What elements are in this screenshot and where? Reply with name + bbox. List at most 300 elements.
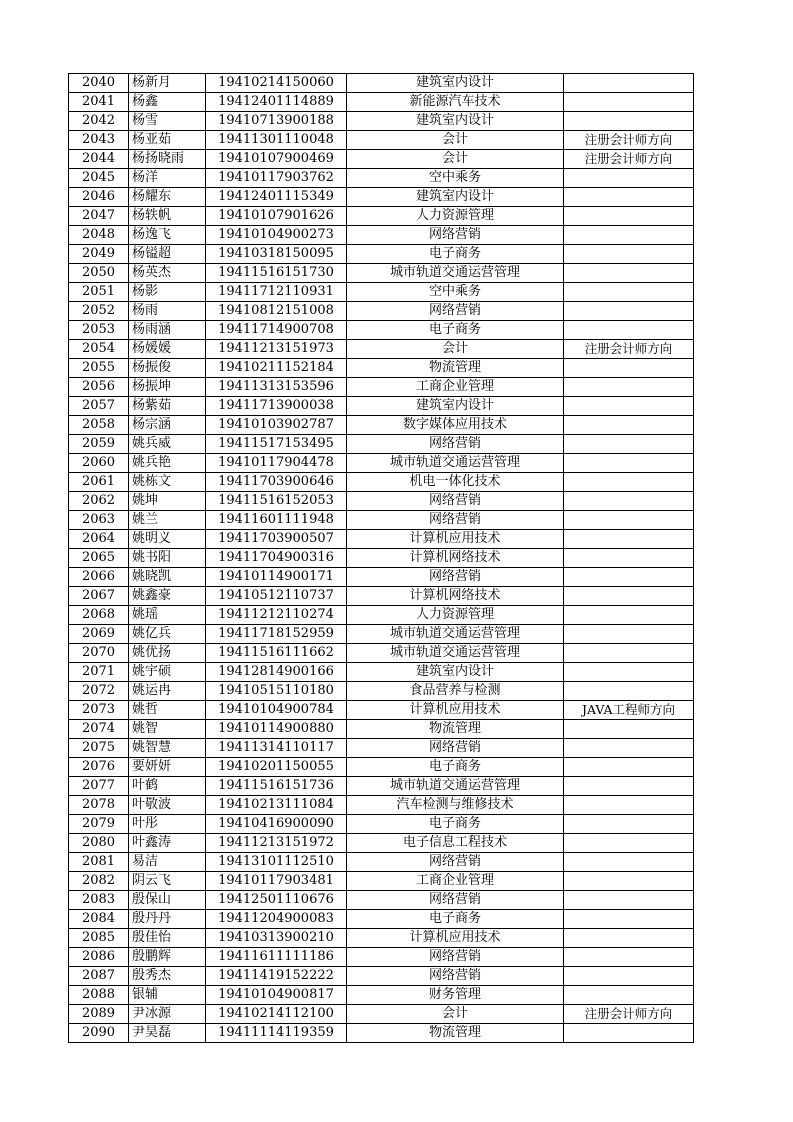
major-cell: 电子信息工程技术 xyxy=(347,834,564,853)
student-id-cell: 19410104900817 xyxy=(206,986,347,1005)
table-row xyxy=(69,891,694,910)
student-id-cell: 19412501110676 xyxy=(206,891,347,910)
student-id-cell: 19411212110274 xyxy=(206,606,347,625)
major-cell: 机电一体化技术 xyxy=(347,473,564,492)
student-id-cell: 19410114900171 xyxy=(206,568,347,587)
student-name-cell: 殷丹丹 xyxy=(129,910,206,929)
table-row xyxy=(69,131,694,150)
student-name-cell: 银辅 xyxy=(129,986,206,1005)
student-name-cell: 殷秀杰 xyxy=(129,967,206,986)
student-id-cell: 19410104900784 xyxy=(206,701,347,720)
student-table-body xyxy=(69,74,694,1043)
student-id-cell: 19410213111084 xyxy=(206,796,347,815)
major-cell: 建筑室内设计 xyxy=(347,397,564,416)
major-cell: 城市轨道交通运营管理 xyxy=(347,454,564,473)
row-number-cell: 2068 xyxy=(69,606,129,625)
table-row xyxy=(69,967,694,986)
student-id-cell: 19411718152959 xyxy=(206,625,347,644)
student-name-cell: 杨英杰 xyxy=(129,264,206,283)
student-name-cell: 阴云飞 xyxy=(129,872,206,891)
student-name-cell: 杨振坤 xyxy=(129,378,206,397)
table-row xyxy=(69,378,694,397)
row-number-cell: 2050 xyxy=(69,264,129,283)
student-id-cell: 19413101112510 xyxy=(206,853,347,872)
major-cell: 计算机应用技术 xyxy=(347,701,564,720)
student-name-cell: 杨新月 xyxy=(129,74,206,93)
student-id-cell: 19411714900708 xyxy=(206,321,347,340)
major-cell: 电子商务 xyxy=(347,321,564,340)
student-id-cell: 19410104900273 xyxy=(206,226,347,245)
major-cell: 城市轨道交通运营管理 xyxy=(347,777,564,796)
student-id-cell: 19411703900507 xyxy=(206,530,347,549)
major-cell: 网络营销 xyxy=(347,302,564,321)
row-number-cell: 2089 xyxy=(69,1005,129,1024)
table-row xyxy=(69,283,694,302)
table-row xyxy=(69,188,694,207)
major-cell: 计算机网络技术 xyxy=(347,587,564,606)
row-number-cell: 2080 xyxy=(69,834,129,853)
major-cell: 会计 xyxy=(347,340,564,359)
direction-cell xyxy=(564,416,694,435)
student-name-cell: 姚兵艳 xyxy=(129,454,206,473)
student-name-cell: 杨宗涵 xyxy=(129,416,206,435)
table-row xyxy=(69,416,694,435)
table-row xyxy=(69,1005,694,1024)
student-name-cell: 叶敬波 xyxy=(129,796,206,815)
direction-cell xyxy=(564,492,694,511)
row-number-cell: 2090 xyxy=(69,1024,129,1043)
direction-cell xyxy=(564,264,694,283)
student-name-cell: 殷鹏辉 xyxy=(129,948,206,967)
student-name-cell: 杨紫茹 xyxy=(129,397,206,416)
direction-cell xyxy=(564,435,694,454)
direction-cell xyxy=(564,549,694,568)
major-cell: 会计 xyxy=(347,131,564,150)
student-id-cell: 19412401114889 xyxy=(206,93,347,112)
major-cell: 网络营销 xyxy=(347,853,564,872)
row-number-cell: 2059 xyxy=(69,435,129,454)
table-row xyxy=(69,682,694,701)
direction-cell xyxy=(564,378,694,397)
table-row xyxy=(69,397,694,416)
major-cell: 网络营销 xyxy=(347,967,564,986)
student-id-cell: 19410117903481 xyxy=(206,872,347,891)
major-cell: 汽车检测与维修技术 xyxy=(347,796,564,815)
direction-cell xyxy=(564,302,694,321)
table-row xyxy=(69,112,694,131)
major-cell: 会计 xyxy=(347,1005,564,1024)
table-row xyxy=(69,473,694,492)
student-name-cell: 叶鑫涛 xyxy=(129,834,206,853)
table-row xyxy=(69,644,694,663)
row-number-cell: 2065 xyxy=(69,549,129,568)
student-name-cell: 杨影 xyxy=(129,283,206,302)
row-number-cell: 2072 xyxy=(69,682,129,701)
student-id-cell: 19410117903762 xyxy=(206,169,347,188)
student-id-cell: 19410318150095 xyxy=(206,245,347,264)
student-id-cell: 19410114900880 xyxy=(206,720,347,739)
student-id-cell: 19411601111948 xyxy=(206,511,347,530)
table-row xyxy=(69,264,694,283)
student-name-cell: 尹冰源 xyxy=(129,1005,206,1024)
table-row xyxy=(69,150,694,169)
major-cell: 物流管理 xyxy=(347,359,564,378)
direction-cell xyxy=(564,530,694,549)
table-row xyxy=(69,245,694,264)
student-id-cell: 19411314110117 xyxy=(206,739,347,758)
student-name-cell: 叶鹤 xyxy=(129,777,206,796)
direction-cell xyxy=(564,929,694,948)
major-cell: 人力资源管理 xyxy=(347,606,564,625)
major-cell: 建筑室内设计 xyxy=(347,112,564,131)
direction-cell xyxy=(564,986,694,1005)
major-cell: 电子商务 xyxy=(347,910,564,929)
row-number-cell: 2082 xyxy=(69,872,129,891)
direction-cell xyxy=(564,967,694,986)
table-row xyxy=(69,492,694,511)
major-cell: 建筑室内设计 xyxy=(347,663,564,682)
table-row xyxy=(69,226,694,245)
major-cell: 工商企业管理 xyxy=(347,872,564,891)
row-number-cell: 2064 xyxy=(69,530,129,549)
student-name-cell: 姚亿兵 xyxy=(129,625,206,644)
row-number-cell: 2084 xyxy=(69,910,129,929)
row-number-cell: 2043 xyxy=(69,131,129,150)
student-id-cell: 19411204900083 xyxy=(206,910,347,929)
major-cell: 食品营养与检测 xyxy=(347,682,564,701)
row-number-cell: 2070 xyxy=(69,644,129,663)
student-id-cell: 19411419152222 xyxy=(206,967,347,986)
direction-cell xyxy=(564,587,694,606)
student-name-cell: 姚瑶 xyxy=(129,606,206,625)
direction-cell xyxy=(564,606,694,625)
direction-cell: 注册会计师方向 xyxy=(564,150,694,169)
row-number-cell: 2066 xyxy=(69,568,129,587)
row-number-cell: 2076 xyxy=(69,758,129,777)
direction-cell xyxy=(564,1024,694,1043)
student-name-cell: 姚鑫豪 xyxy=(129,587,206,606)
table-row xyxy=(69,910,694,929)
student-id-cell: 19412814900166 xyxy=(206,663,347,682)
row-number-cell: 2048 xyxy=(69,226,129,245)
student-id-cell: 19411516151730 xyxy=(206,264,347,283)
table-row xyxy=(69,435,694,454)
student-id-cell: 19410103902787 xyxy=(206,416,347,435)
row-number-cell: 2081 xyxy=(69,853,129,872)
row-number-cell: 2069 xyxy=(69,625,129,644)
student-id-cell: 19410117904478 xyxy=(206,454,347,473)
student-name-cell: 杨耀东 xyxy=(129,188,206,207)
direction-cell xyxy=(564,910,694,929)
row-number-cell: 2057 xyxy=(69,397,129,416)
row-number-cell: 2042 xyxy=(69,112,129,131)
student-name-cell: 姚晓凯 xyxy=(129,568,206,587)
table-row xyxy=(69,340,694,359)
major-cell: 网络营销 xyxy=(347,492,564,511)
student-id-cell: 19410214112100 xyxy=(206,1005,347,1024)
student-id-cell: 19410107900469 xyxy=(206,150,347,169)
table-row xyxy=(69,530,694,549)
direction-cell xyxy=(564,207,694,226)
row-number-cell: 2054 xyxy=(69,340,129,359)
row-number-cell: 2056 xyxy=(69,378,129,397)
student-name-cell: 杨扬晓雨 xyxy=(129,150,206,169)
row-number-cell: 2052 xyxy=(69,302,129,321)
table-row xyxy=(69,758,694,777)
major-cell: 网络营销 xyxy=(347,739,564,758)
major-cell: 城市轨道交通运营管理 xyxy=(347,644,564,663)
row-number-cell: 2078 xyxy=(69,796,129,815)
student-id-cell: 19410313900210 xyxy=(206,929,347,948)
student-id-cell: 19410201150055 xyxy=(206,758,347,777)
student-id-cell: 19411516152053 xyxy=(206,492,347,511)
direction-cell xyxy=(564,777,694,796)
major-cell: 空中乘务 xyxy=(347,283,564,302)
table-row xyxy=(69,568,694,587)
student-id-cell: 19411114119359 xyxy=(206,1024,347,1043)
student-name-cell: 尹昊磊 xyxy=(129,1024,206,1043)
student-id-cell: 19411516111662 xyxy=(206,644,347,663)
major-cell: 网络营销 xyxy=(347,948,564,967)
student-name-cell: 姚明义 xyxy=(129,530,206,549)
table-row xyxy=(69,511,694,530)
direction-cell: 注册会计师方向 xyxy=(564,340,694,359)
student-id-cell: 19410515110180 xyxy=(206,682,347,701)
direction-cell xyxy=(564,891,694,910)
table-row xyxy=(69,701,694,720)
direction-cell xyxy=(564,321,694,340)
direction-cell xyxy=(564,169,694,188)
row-number-cell: 2077 xyxy=(69,777,129,796)
table-row xyxy=(69,1024,694,1043)
major-cell: 电子商务 xyxy=(347,815,564,834)
row-number-cell: 2049 xyxy=(69,245,129,264)
student-name-cell: 姚智慧 xyxy=(129,739,206,758)
student-name-cell: 杨雨 xyxy=(129,302,206,321)
table-row xyxy=(69,834,694,853)
row-number-cell: 2062 xyxy=(69,492,129,511)
direction-cell: 注册会计师方向 xyxy=(564,131,694,150)
student-name-cell: 姚运冉 xyxy=(129,682,206,701)
major-cell: 数字媒体应用技术 xyxy=(347,416,564,435)
major-cell: 网络营销 xyxy=(347,511,564,530)
table-row xyxy=(69,720,694,739)
row-number-cell: 2041 xyxy=(69,93,129,112)
row-number-cell: 2073 xyxy=(69,701,129,720)
table-row xyxy=(69,948,694,967)
table-row xyxy=(69,207,694,226)
student-id-cell: 19410812151008 xyxy=(206,302,347,321)
major-cell: 人力资源管理 xyxy=(347,207,564,226)
major-cell: 网络营销 xyxy=(347,568,564,587)
major-cell: 网络营销 xyxy=(347,891,564,910)
student-name-cell: 叶彤 xyxy=(129,815,206,834)
student-id-cell: 19410107901626 xyxy=(206,207,347,226)
row-number-cell: 2074 xyxy=(69,720,129,739)
direction-cell xyxy=(564,644,694,663)
direction-cell xyxy=(564,948,694,967)
major-cell: 计算机应用技术 xyxy=(347,929,564,948)
student-name-cell: 杨雨涵 xyxy=(129,321,206,340)
row-number-cell: 2083 xyxy=(69,891,129,910)
direction-cell xyxy=(564,359,694,378)
major-cell: 电子商务 xyxy=(347,245,564,264)
table-row xyxy=(69,587,694,606)
major-cell: 电子商务 xyxy=(347,758,564,777)
row-number-cell: 2086 xyxy=(69,948,129,967)
direction-cell xyxy=(564,834,694,853)
direction-cell xyxy=(564,454,694,473)
direction-cell xyxy=(564,796,694,815)
student-id-cell: 19411517153495 xyxy=(206,435,347,454)
table-row xyxy=(69,796,694,815)
student-id-cell: 19411713900038 xyxy=(206,397,347,416)
direction-cell xyxy=(564,625,694,644)
major-cell: 空中乘务 xyxy=(347,169,564,188)
direction-cell xyxy=(564,568,694,587)
student-name-cell: 姚优扬 xyxy=(129,644,206,663)
row-number-cell: 2044 xyxy=(69,150,129,169)
row-number-cell: 2088 xyxy=(69,986,129,1005)
student-name-cell: 姚宇硕 xyxy=(129,663,206,682)
student-name-cell: 杨逸飞 xyxy=(129,226,206,245)
student-name-cell: 杨鑫 xyxy=(129,93,206,112)
row-number-cell: 2061 xyxy=(69,473,129,492)
direction-cell xyxy=(564,473,694,492)
direction-cell xyxy=(564,397,694,416)
row-number-cell: 2067 xyxy=(69,587,129,606)
row-number-cell: 2060 xyxy=(69,454,129,473)
student-name-cell: 姚智 xyxy=(129,720,206,739)
student-name-cell: 姚兵威 xyxy=(129,435,206,454)
major-cell: 新能源汽车技术 xyxy=(347,93,564,112)
row-number-cell: 2040 xyxy=(69,74,129,93)
student-id-cell: 19411611111186 xyxy=(206,948,347,967)
row-number-cell: 2045 xyxy=(69,169,129,188)
student-id-cell: 19411213151972 xyxy=(206,834,347,853)
row-number-cell: 2085 xyxy=(69,929,129,948)
row-number-cell: 2075 xyxy=(69,739,129,758)
direction-cell xyxy=(564,226,694,245)
major-cell: 物流管理 xyxy=(347,1024,564,1043)
table-row xyxy=(69,986,694,1005)
direction-cell: 注册会计师方向 xyxy=(564,1005,694,1024)
student-name-cell: 杨媛媛 xyxy=(129,340,206,359)
table-row xyxy=(69,739,694,758)
table-row xyxy=(69,606,694,625)
student-name-cell: 殷佳怡 xyxy=(129,929,206,948)
direction-cell xyxy=(564,93,694,112)
student-name-cell: 姚哲 xyxy=(129,701,206,720)
direction-cell: JAVA工程师方向 xyxy=(564,701,694,720)
student-id-cell: 19411301110048 xyxy=(206,131,347,150)
major-cell: 财务管理 xyxy=(347,986,564,1005)
student-id-cell: 19411704900316 xyxy=(206,549,347,568)
direction-cell xyxy=(564,739,694,758)
row-number-cell: 2053 xyxy=(69,321,129,340)
major-cell: 会计 xyxy=(347,150,564,169)
major-cell: 计算机应用技术 xyxy=(347,530,564,549)
table-row xyxy=(69,359,694,378)
direction-cell xyxy=(564,112,694,131)
student-id-cell: 19410214150060 xyxy=(206,74,347,93)
table-row xyxy=(69,625,694,644)
table-row xyxy=(69,777,694,796)
row-number-cell: 2055 xyxy=(69,359,129,378)
student-name-cell: 殷保山 xyxy=(129,891,206,910)
student-name-cell: 杨洋 xyxy=(129,169,206,188)
student-name-cell: 杨轶帆 xyxy=(129,207,206,226)
table-row xyxy=(69,929,694,948)
row-number-cell: 2079 xyxy=(69,815,129,834)
table-row xyxy=(69,74,694,93)
student-name-cell: 姚栋文 xyxy=(129,473,206,492)
direction-cell xyxy=(564,872,694,891)
table-row xyxy=(69,663,694,682)
student-id-cell: 19410512110737 xyxy=(206,587,347,606)
student-name-cell: 姚书阳 xyxy=(129,549,206,568)
student-id-cell: 19410416900090 xyxy=(206,815,347,834)
direction-cell xyxy=(564,720,694,739)
major-cell: 网络营销 xyxy=(347,226,564,245)
major-cell: 建筑室内设计 xyxy=(347,74,564,93)
table-row xyxy=(69,872,694,891)
student-name-cell: 杨亚茹 xyxy=(129,131,206,150)
direction-cell xyxy=(564,74,694,93)
student-name-cell: 要妍妍 xyxy=(129,758,206,777)
direction-cell xyxy=(564,853,694,872)
table-row xyxy=(69,302,694,321)
table-row xyxy=(69,454,694,473)
student-name-cell: 杨镒超 xyxy=(129,245,206,264)
student-name-cell: 杨振俊 xyxy=(129,359,206,378)
row-number-cell: 2047 xyxy=(69,207,129,226)
major-cell: 建筑室内设计 xyxy=(347,188,564,207)
direction-cell xyxy=(564,511,694,530)
student-id-cell: 19410713900188 xyxy=(206,112,347,131)
student-table xyxy=(68,73,694,1043)
table-row xyxy=(69,169,694,188)
student-id-cell: 19411213151973 xyxy=(206,340,347,359)
direction-cell xyxy=(564,245,694,264)
direction-cell xyxy=(564,663,694,682)
table-row xyxy=(69,549,694,568)
student-id-cell: 19411703900646 xyxy=(206,473,347,492)
table-row xyxy=(69,815,694,834)
table-row xyxy=(69,853,694,872)
major-cell: 物流管理 xyxy=(347,720,564,739)
student-id-cell: 19411516151736 xyxy=(206,777,347,796)
row-number-cell: 2071 xyxy=(69,663,129,682)
major-cell: 网络营销 xyxy=(347,435,564,454)
major-cell: 城市轨道交通运营管理 xyxy=(347,625,564,644)
direction-cell xyxy=(564,815,694,834)
student-name-cell: 姚坤 xyxy=(129,492,206,511)
student-name-cell: 易洁 xyxy=(129,853,206,872)
table-row xyxy=(69,321,694,340)
major-cell: 计算机网络技术 xyxy=(347,549,564,568)
student-name-cell: 姚兰 xyxy=(129,511,206,530)
student-id-cell: 19411313153596 xyxy=(206,378,347,397)
table-row xyxy=(69,93,694,112)
student-id-cell: 19412401115349 xyxy=(206,188,347,207)
student-name-cell: 杨雪 xyxy=(129,112,206,131)
row-number-cell: 2051 xyxy=(69,283,129,302)
direction-cell xyxy=(564,682,694,701)
row-number-cell: 2058 xyxy=(69,416,129,435)
direction-cell xyxy=(564,758,694,777)
row-number-cell: 2087 xyxy=(69,967,129,986)
